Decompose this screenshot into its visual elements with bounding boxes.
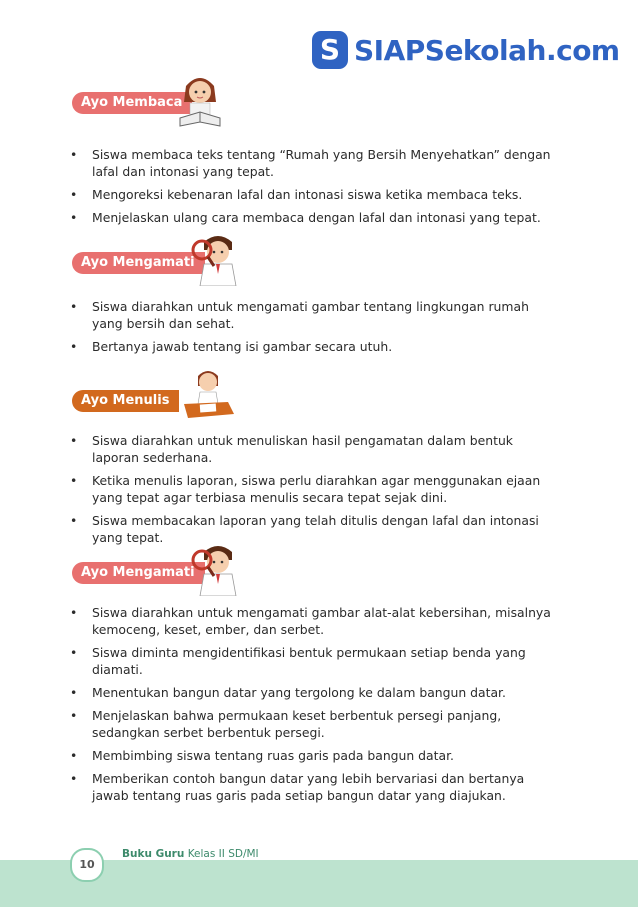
list-item: • Menentukan bangun datar yang tergolong ke dalam bangun datar. [70, 684, 560, 701]
logo-text: SIAPSekolah.com [354, 33, 620, 67]
boy-magnifier-icon [188, 538, 246, 596]
logo-badge: S [312, 31, 348, 69]
list-item: • Siswa diarahkan untuk menuliskan hasil pengamatan dalam bentuk laporan sederhana. [70, 432, 560, 466]
footer-caption [122, 848, 259, 860]
section-title-ayo-membaca: Ayo Membaca [72, 92, 192, 114]
list-item: • Siswa diarahkan untuk mengamati gambar alat-alat kebersihan, misalnya kemoceng, keset, ember, dan serbet. [70, 604, 560, 638]
list-item: • Menjelaskan bahwa permukaan keset berbentuk persegi panjang, sedangkan serbet berbentuk persegi. [70, 707, 560, 741]
boy-magnifier-icon [188, 228, 246, 286]
section-list-ayo-membaca [70, 146, 560, 232]
list-item: • Siswa membaca teks tentang “Rumah yang Bersih Menyehatkan” dengan lafal dan intonasi yang tepat. [70, 146, 560, 180]
girl-reading-icon [176, 68, 224, 130]
footer-grade: Kelas II SD/MI [187, 848, 259, 860]
page-number: 10 [70, 848, 104, 882]
section-title-ayo-mengamati-2: Ayo Mengamati [72, 562, 205, 584]
section-list-ayo-mengamati-2 [70, 604, 560, 810]
list-item: • Bertanya jawab tentang isi gambar secara utuh. [70, 338, 560, 355]
site-logo [312, 30, 620, 70]
girl-writing-icon [180, 364, 236, 420]
section-list-ayo-menulis [70, 432, 560, 552]
list-item: • Menjelaskan ulang cara membaca dengan lafal dan intonasi yang tepat. [70, 209, 560, 226]
list-item: • Siswa diminta mengidentifikasi bentuk permukaan setiap benda yang diamati. [70, 644, 560, 678]
footer-book: Buku Guru [122, 848, 185, 860]
list-item: • Mengoreksi kebenaran lafal dan intonasi siswa ketika membaca teks. [70, 186, 560, 203]
list-item: • Membimbing siswa tentang ruas garis pada bangun datar. [70, 747, 560, 764]
section-list-ayo-mengamati [70, 298, 560, 361]
section-title-ayo-mengamati: Ayo Mengamati [72, 252, 205, 274]
section-title-ayo-menulis: Ayo Menulis [72, 390, 179, 412]
list-item: • Memberikan contoh bangun datar yang lebih bervariasi dan bertanya jawab tentang ruas garis pada setiap bangun datar yang diajukan. [70, 770, 560, 804]
list-item: • Siswa diarahkan untuk mengamati gambar tentang lingkungan rumah yang bersih dan sehat. [70, 298, 560, 332]
list-item: • Ketika menulis laporan, siswa perlu diarahkan agar menggunakan ejaan yang tepat agar terbiasa menulis secara tepat sejak dini. [70, 472, 560, 506]
list-item: • Siswa membacakan laporan yang telah ditulis dengan lafal dan intonasi yang tepat. [70, 512, 560, 546]
